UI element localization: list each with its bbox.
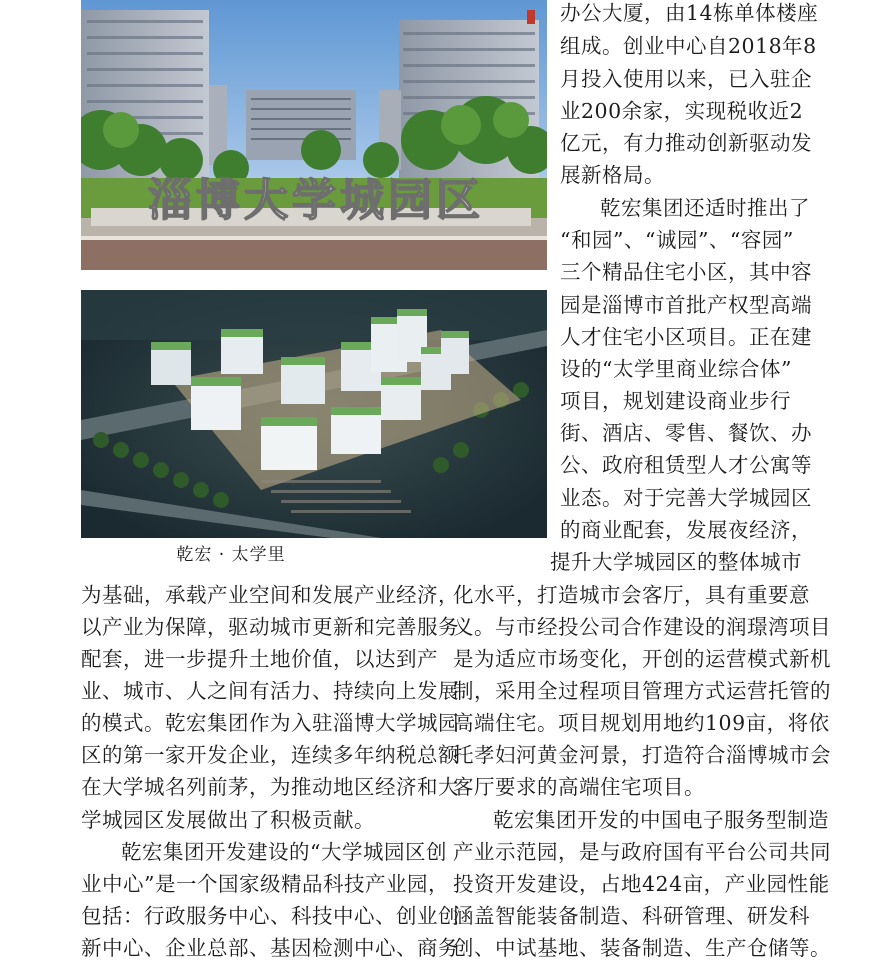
text-line: 的商业配套，发展夜经济， <box>560 518 812 542</box>
text-line: 乾宏集团还适时推出了 <box>600 196 810 220</box>
text-line: 的模式。乾宏集团作为入驻淄博大学城园 <box>81 711 459 735</box>
text-line: 产业示范园，是与政府国有平台公司共同 <box>453 840 831 864</box>
text-line: 展新格局。 <box>560 163 665 187</box>
text-line: 涵盖智能装备制造、科研管理、研发科 <box>453 904 810 928</box>
photo-caption: 乾宏 · 太学里 <box>176 545 286 565</box>
text-line: 提升大学城园区的整体城市 <box>550 550 802 574</box>
text-line: 设的“太学里商业综合体” <box>560 357 792 381</box>
campus-sign-text: 淄博大学城园区 <box>148 175 484 226</box>
text-line: 公、政府租赁型人才公寓等 <box>560 453 812 477</box>
text-line: 配套，进一步提升土地价值，以达到产 <box>81 647 438 671</box>
campus-entrance-photo <box>81 0 547 270</box>
text-line: 义。与市经投公司合作建设的润璟湾项目 <box>453 615 831 639</box>
text-line: 是为适应市场变化，开创的运营模式新机 <box>453 647 831 671</box>
text-line: 组成。创业中心自2018年8 <box>560 34 817 58</box>
text-line: 园是淄博市首批产权型高端 <box>560 293 812 317</box>
text-line: 制，采用全过程项目管理方式运营托管的 <box>453 679 831 703</box>
text-line: 新中心、企业总部、基因检测中心、商务 <box>81 936 459 960</box>
text-line: 以产业为保障，驱动城市更新和完善服务 <box>81 615 459 639</box>
text-line: 业、城市、人之间有活力、持续向上发展 <box>81 679 459 703</box>
text-line: “和园”、“诚园”、“容园” <box>560 228 794 252</box>
text-line: 化水平，打造城市会客厅，具有重要意 <box>453 583 810 607</box>
text-line: 街、酒店、零售、餐饮、办 <box>560 421 812 445</box>
text-line: 创、中试基地、装备制造、生产仓储等。 <box>453 936 831 960</box>
text-line: 月投入使用以来，已入驻企 <box>560 67 812 91</box>
text-line: 高端住宅。项目规划用地约109亩，将依 <box>453 711 830 735</box>
text-line: 包括：行政服务中心、科技中心、创业创 <box>81 904 459 928</box>
text-line: 投资开发建设，占地424亩，产业园性能 <box>453 872 830 896</box>
taixueli-rendering-photo <box>81 290 547 538</box>
text-line: 业态。对于完善大学城园区 <box>560 486 812 510</box>
text-line: 人才住宅小区项目。正在建 <box>560 325 812 349</box>
text-line: 亿元，有力推动创新驱动发 <box>560 131 812 155</box>
text-line: 在大学城名列前茅，为推动地区经济和大 <box>81 775 459 799</box>
text-line: 业中心”是一个国家级精品科技产业园， <box>81 872 449 896</box>
text-line: 学城园区发展做出了积极贡献。 <box>81 808 375 832</box>
text-line: 为基础，承载产业空间和发展产业经济， <box>81 583 459 607</box>
text-line: 业200余家，实现税收近2 <box>560 99 804 123</box>
text-line: 乾宏集团开发的中国电子服务型制造 <box>493 808 829 832</box>
text-line: 三个精品住宅小区，其中容 <box>560 260 812 284</box>
text-line: 区的第一家开发企业，连续多年纳税总额 <box>81 743 459 767</box>
text-line: 办公大厦，由14栋单体楼座 <box>560 1 819 25</box>
text-line: 项目，规划建设商业步行 <box>560 389 791 413</box>
text-line: 乾宏集团开发建设的“大学城园区创 <box>121 840 447 864</box>
text-line: 客厅要求的高端住宅项目。 <box>453 775 705 799</box>
text-line: 托孝妇河黄金河景，打造符合淄博城市会 <box>453 743 831 767</box>
